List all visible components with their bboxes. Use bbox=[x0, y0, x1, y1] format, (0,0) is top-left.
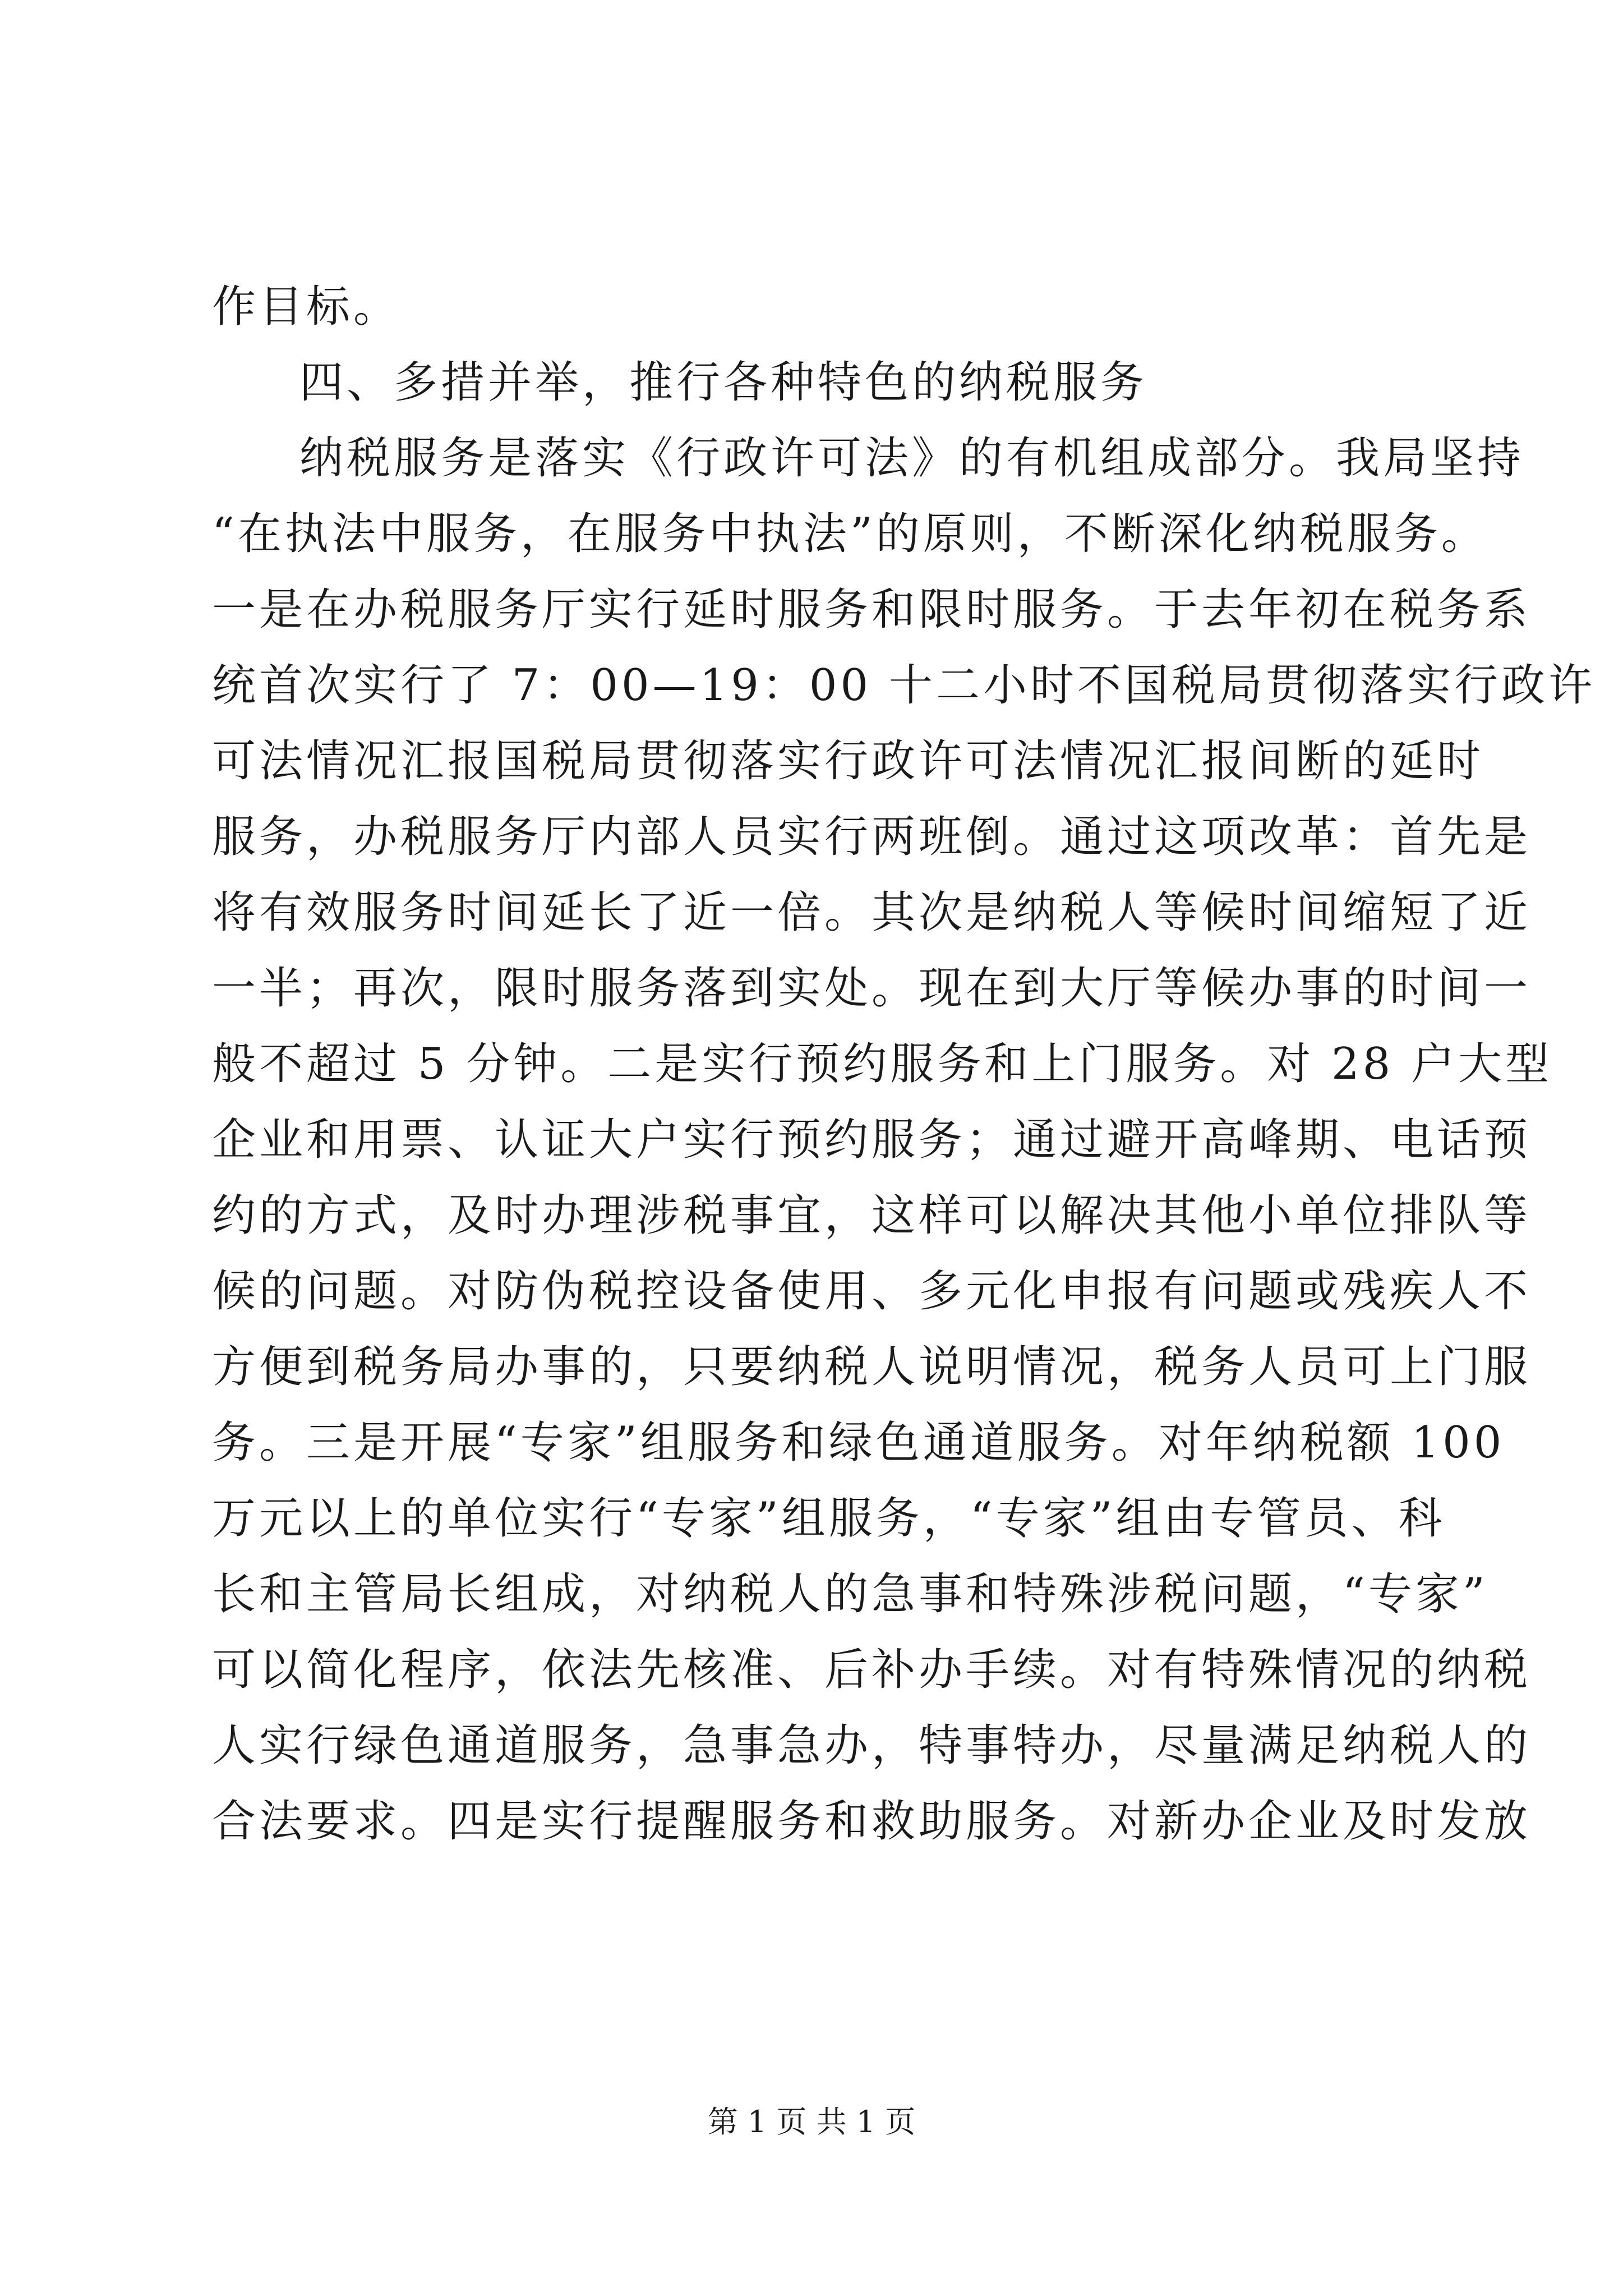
text-line: 方便到税务局办事的，只要纳税人说明情况，税务人员可上门服 bbox=[212, 1342, 1532, 1392]
text-line: 可以简化程序，依法先核准、后补办手续。对有特殊情况的纳税 bbox=[212, 1645, 1532, 1695]
text-line: 人实行绿色通道服务，急事急办，特事特办，尽量满足纳税人的 bbox=[212, 1720, 1532, 1771]
text-line: 万元以上的单位实行“专家”组服务，“专家”组由专管员、科 bbox=[212, 1493, 1446, 1544]
section-heading: 四、多措并举，推行各种特色的纳税服务 bbox=[299, 357, 1148, 408]
text-line: 约的方式，及时办理涉税事宜，这样可以解决其他小单位排队等 bbox=[212, 1190, 1532, 1241]
text-line: 将有效服务时间延长了近一倍。其次是纳税人等候时间缩短了近 bbox=[212, 887, 1532, 938]
page-footer: 第 1 页 共 1 页 bbox=[707, 2104, 916, 2139]
text-line: 纳税服务是落实《行政许可法》的有机组成部分。我局坚持 bbox=[299, 433, 1525, 484]
text-line: 作目标。 bbox=[212, 282, 401, 332]
text-line: 可法情况汇报国税局贯彻落实行政许可法情况汇报间断的延时 bbox=[212, 736, 1484, 786]
text-line: 般不超过 5 分钟。二是实行预约服务和上门服务。对 28 户大型 bbox=[212, 1039, 1553, 1089]
text-line: 合法要求。四是实行提醒服务和救助服务。对新办企业及时发放 bbox=[212, 1796, 1532, 1847]
text-line: 务。三是开展“专家”组服务和绿色通道服务。对年纳税额 100 bbox=[212, 1418, 1505, 1468]
text-line: 服务，办税服务厅内部人员实行两班倒。通过这项改革：首先是 bbox=[212, 812, 1532, 862]
text-line: 统首次实行了 7：00—19：00 十二小时不国税局贯彻落实行政许 bbox=[212, 660, 1596, 711]
text-line: “在执法中服务，在服务中执法”的原则，不断深化纳税服务。 bbox=[212, 509, 1488, 559]
document-body bbox=[212, 269, 1596, 1860]
text-line: 一半；再次，限时服务落到实处。现在到大厅等候办事的时间一 bbox=[212, 963, 1532, 1014]
text-line: 企业和用票、认证大户实行预约服务；通过避开高峰期、电话预 bbox=[212, 1115, 1532, 1165]
text-line: 长和主管局长组成，对纳税人的急事和特殊涉税问题，“专家” bbox=[212, 1569, 1488, 1619]
text-line: 候的问题。对防伪税控设备使用、多元化申报有问题或残疾人不 bbox=[212, 1266, 1532, 1317]
text-line: 一是在办税服务厅实行延时服务和限时服务。于去年初在税务系 bbox=[212, 585, 1532, 635]
